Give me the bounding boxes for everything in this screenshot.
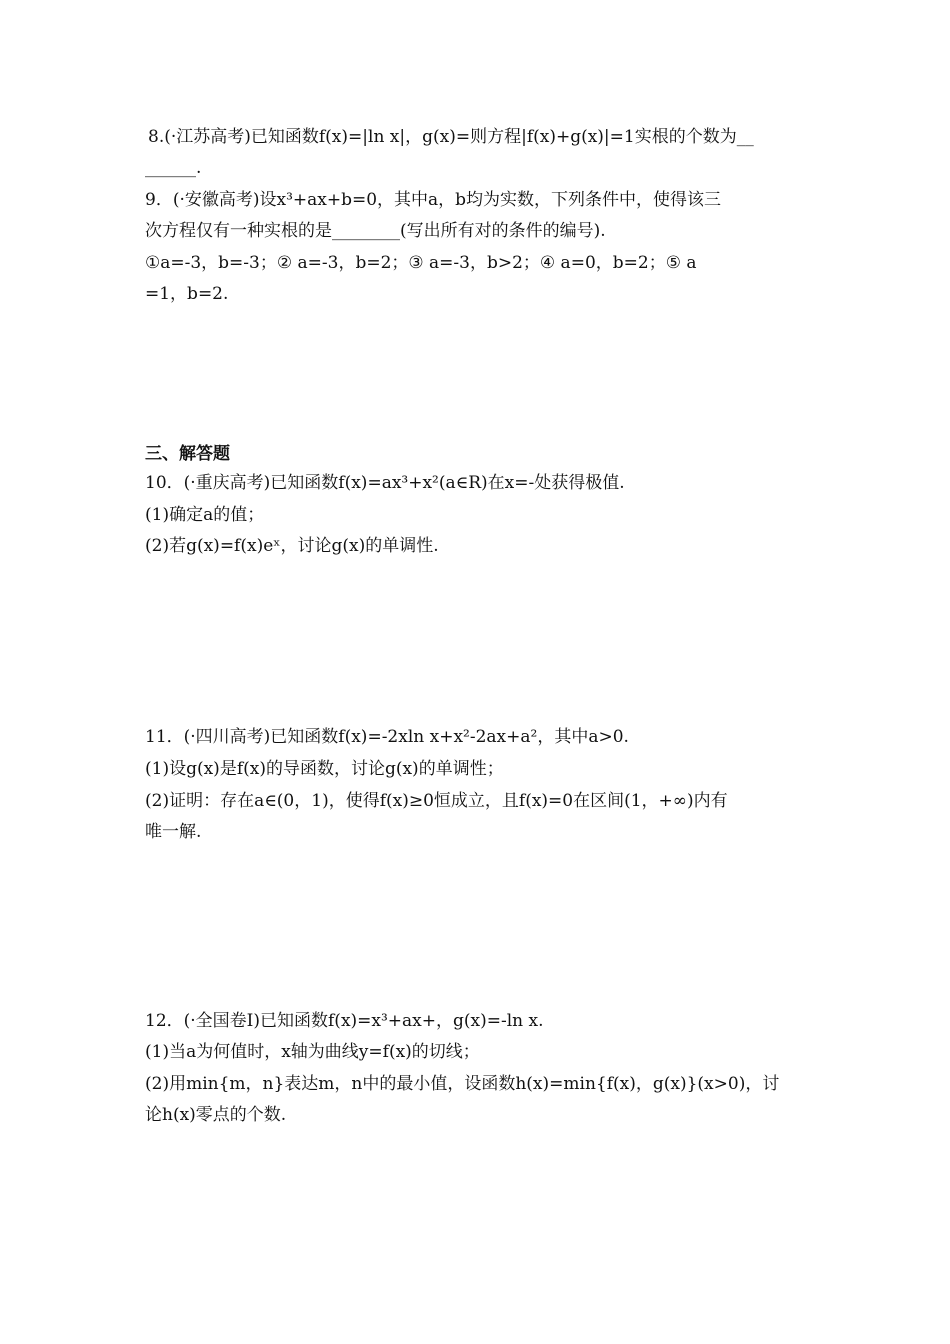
problem-8-line-2: ______.	[145, 158, 202, 178]
section-heading: 三、解答题	[145, 444, 230, 464]
problem-10-stem: 10．(·重庆高考)已知函数f(x)=ax³+x²(a∈R)在x=-处获得极值.	[145, 473, 625, 493]
problem-10-part-1: (1)确定a的值；	[145, 505, 265, 525]
problem-11-part-1: (1)设g(x)是f(x)的导函数，讨论g(x)的单调性；	[145, 759, 504, 779]
problem-12-part-1: (1)当a为何值时，x轴为曲线y=f(x)的切线；	[145, 1042, 480, 1062]
problem-10-part-2: (2)若g(x)=f(x)eˣ，讨论g(x)的单调性.	[145, 536, 439, 556]
problem-9-options-2: =1，b=2.	[145, 284, 229, 304]
problem-9-line-2: 次方程仅有一种实根的是________(写出所有对的条件的编号).	[145, 221, 606, 241]
problem-12-stem: 12．(·全国卷Ⅰ)已知函数f(x)=x³+ax+，g(x)=-ln x.	[145, 1011, 544, 1031]
problem-11-stem: 11．(·四川高考)已知函数f(x)=-2xln x+x²-2ax+a²，其中a>0.	[145, 727, 629, 747]
problem-12-part-2-line-1: (2)用min{m，n}表达m，n中的最小值，设函数h(x)=min{f(x)，g(x)}(x>0)，讨	[145, 1074, 780, 1094]
problem-11-part-2-line-2: 唯一解.	[145, 822, 202, 842]
problem-9-options-1: ①a=-3，b=-3；② a=-3，b=2；③ a=-3，b>2；④ a=0，b=2；⑤ a	[145, 253, 697, 273]
problem-11-part-2-line-1: (2)证明：存在a∈(0，1)，使得f(x)≥0恒成立，且f(x)=0在区间(1，+∞)内有	[145, 791, 728, 811]
problem-9-line-1: 9．(·安徽高考)设x³+ax+b=0，其中a，b均为实数，下列条件中，使得该三	[145, 190, 722, 210]
problem-12-part-2-line-2: 论h(x)零点的个数.	[145, 1105, 287, 1125]
problem-8-line-1: 8.(·江苏高考)已知函数f(x)=|ln x|，g(x)=则方程|f(x)+g(x)|=1实根的个数为__	[148, 127, 754, 147]
